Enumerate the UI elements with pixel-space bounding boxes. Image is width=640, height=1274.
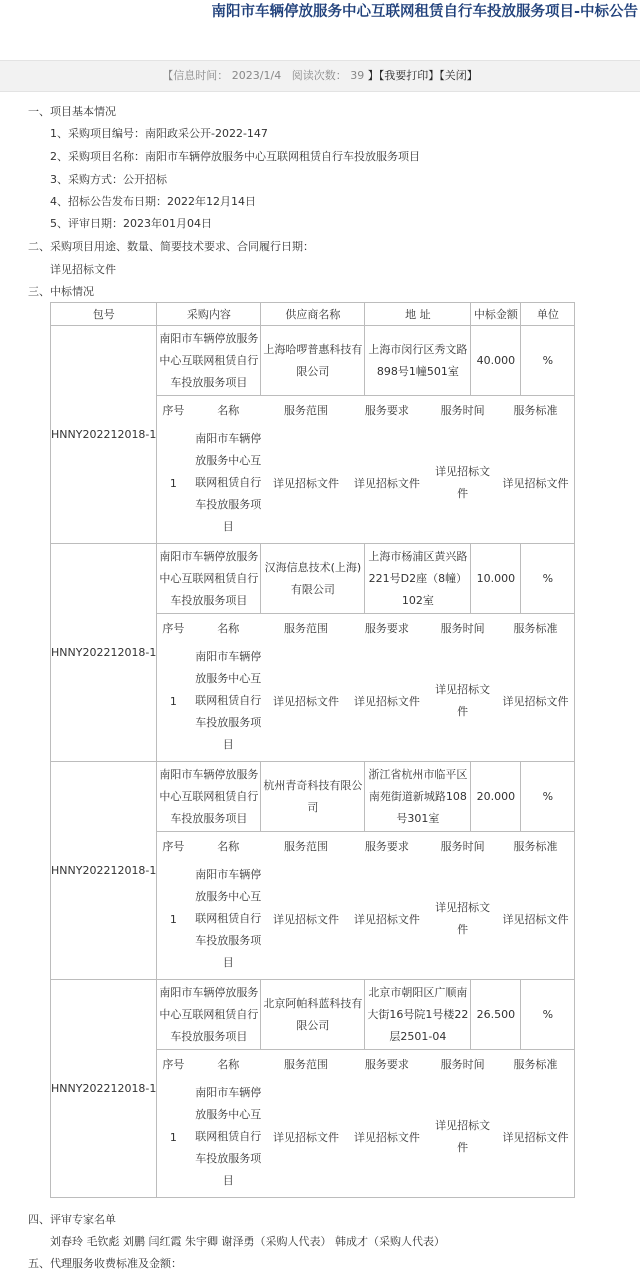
sub-standard: 详见招标文件: [502, 477, 569, 490]
header-unit: 单位: [521, 303, 575, 326]
procurement-method: 3、采购方式：公开招标: [50, 173, 167, 186]
service-sub-table: [157, 614, 574, 760]
section-2-text: 详见招标文件: [50, 263, 116, 276]
sub-header-name: 名称: [217, 1058, 240, 1071]
sub-header-scope: 服务范围: [284, 404, 329, 417]
header-content: 采购内容: [157, 303, 261, 326]
sub-scope: 详见招标文件: [273, 1131, 340, 1144]
award-amount: 10.000: [471, 544, 521, 614]
sub-header-standard: 服务标准: [513, 1058, 558, 1071]
sub-header-requirement: 服务要求: [364, 622, 409, 635]
table-row: [51, 326, 575, 396]
sub-requirement: 详见招标文件: [353, 477, 420, 490]
supplier-name: 北京阿帕科蓝科技有限公司: [263, 996, 363, 1032]
sub-header-standard: 服务标准: [513, 404, 558, 417]
award-unit: %: [521, 544, 575, 614]
table-row: [51, 544, 575, 614]
sub-header-requirement: 服务要求: [364, 404, 409, 417]
award-amount: 20.000: [471, 762, 521, 832]
procurement-content: 南阳市车辆停放服务中心互联网租赁自行车投放服务项目: [159, 767, 259, 825]
sub-header-requirement: 服务要求: [364, 840, 409, 853]
supplier-address: 上海市杨浦区黄兴路221号D2座（8幢）102室: [368, 549, 468, 607]
sub-no: 1: [169, 912, 177, 926]
award-unit: %: [521, 326, 575, 396]
section-5-heading: 五、代理服务收费标准及金额：: [28, 1257, 182, 1270]
print-link[interactable]: 【我要打印】: [378, 69, 440, 82]
supplier-address: 浙江省杭州市临平区南苑街道新城路108号301室: [368, 767, 468, 825]
sub-no: 1: [169, 476, 177, 490]
award-unit: %: [521, 980, 575, 1050]
page-title: 南阳市车辆停放服务中心互联网租赁自行车投放服务项目-中标公告: [211, 4, 638, 20]
package-number: HNNY202212018-1: [51, 544, 157, 762]
sub-name: 南阳市车辆停放服务中心互联网租赁自行车投放服务项目: [195, 650, 262, 751]
award-table: [50, 302, 575, 1198]
close-link[interactable]: 【关闭】: [439, 69, 478, 82]
sub-time: 详见招标文件: [435, 1119, 491, 1154]
service-sub-table: [157, 396, 574, 542]
sub-scope: 详见招标文件: [273, 695, 340, 708]
sub-scope: 详见招标文件: [273, 477, 340, 490]
review-date: 5、评审日期：2023年01月04日: [50, 217, 212, 230]
section-2-heading: 二、采购项目用途、数量、简要技术要求、合同履行日期：: [28, 240, 314, 253]
sub-name: 南阳市车辆停放服务中心互联网租赁自行车投放服务项目: [195, 868, 262, 969]
section-4-heading: 四、评审专家名单: [28, 1213, 116, 1226]
sub-header-name: 名称: [217, 622, 240, 635]
award-amount: 26.500: [471, 980, 521, 1050]
info-bracket: 】: [367, 69, 379, 82]
announcement-date: 4、招标公告发布日期：2022年12月14日: [50, 195, 256, 208]
header-package: 包号: [51, 303, 157, 326]
sub-scope: 详见招标文件: [273, 913, 340, 926]
table-row: [51, 762, 575, 832]
sub-name: 南阳市车辆停放服务中心互联网租赁自行车投放服务项目: [195, 1086, 262, 1187]
project-name: 2、采购项目名称：南阳市车辆停放服务中心互联网租赁自行车投放服务项目: [50, 150, 420, 163]
sub-header-time: 服务时间: [440, 404, 485, 417]
sub-header-scope: 服务范围: [284, 1058, 329, 1071]
sub-header-no: 序号: [162, 840, 185, 853]
info-bar: [0, 60, 640, 92]
project-number: 1、采购项目编号：南阳政采公开-2022-147: [50, 127, 268, 140]
sub-header-no: 序号: [162, 1058, 185, 1071]
service-sub-table: [157, 832, 574, 978]
procurement-content: 南阳市车辆停放服务中心互联网租赁自行车投放服务项目: [159, 331, 259, 389]
supplier-name: 汉海信息技术(上海)有限公司: [264, 560, 362, 596]
sub-time: 详见招标文件: [435, 901, 491, 936]
sub-header-no: 序号: [162, 622, 185, 635]
award-amount: 40.000: [471, 326, 521, 396]
sub-name: 南阳市车辆停放服务中心互联网租赁自行车投放服务项目: [195, 432, 262, 533]
sub-header-scope: 服务范围: [284, 840, 329, 853]
section-3-heading: 三、中标情况: [28, 285, 94, 298]
read-count: 39: [350, 69, 365, 82]
sub-requirement: 详见招标文件: [353, 1131, 420, 1144]
supplier-address: 上海市闵行区秀文路898号1幢501室: [368, 342, 468, 378]
supplier-name: 杭州青奇科技有限公司: [263, 778, 363, 814]
sub-standard: 详见招标文件: [502, 695, 569, 708]
package-number: HNNY202212018-1: [51, 762, 157, 980]
expert-list: 刘春玲 毛钦彪 刘鹏 闫红霞 朱宇卿 谢泽勇（采购人代表） 韩成才（采购人代表）: [50, 1235, 445, 1248]
sub-no: 1: [169, 694, 177, 708]
sub-standard: 详见招标文件: [502, 913, 569, 926]
table-row: [51, 980, 575, 1050]
info-time-label: 【信息时间：: [162, 69, 229, 82]
sub-time: 详见招标文件: [435, 683, 491, 718]
sub-header-time: 服务时间: [440, 1058, 485, 1071]
sub-header-standard: 服务标准: [513, 840, 558, 853]
sub-header-scope: 服务范围: [284, 622, 329, 635]
header-amount: 中标金额: [471, 303, 521, 326]
sub-standard: 详见招标文件: [502, 1131, 569, 1144]
sub-requirement: 详见招标文件: [353, 695, 420, 708]
package-number: HNNY202212018-1: [51, 326, 157, 544]
procurement-content: 南阳市车辆停放服务中心互联网租赁自行车投放服务项目: [159, 985, 259, 1043]
sub-no: 1: [169, 1130, 177, 1144]
sub-time: 详见招标文件: [435, 465, 491, 500]
sub-header-time: 服务时间: [440, 622, 485, 635]
package-number: HNNY202212018-1: [51, 980, 157, 1198]
service-sub-table: [157, 1050, 574, 1196]
header-address: 地 址: [365, 303, 471, 326]
supplier-address: 北京市朝阳区广顺南大街16号院1号楼22层2501-04: [367, 985, 469, 1043]
sub-header-name: 名称: [217, 840, 240, 853]
sub-header-standard: 服务标准: [513, 622, 558, 635]
sub-header-no: 序号: [162, 404, 185, 417]
sub-header-requirement: 服务要求: [364, 1058, 409, 1071]
read-count-label: 阅读次数：: [291, 69, 347, 82]
supplier-name: 上海哈啰普惠科技有限公司: [263, 342, 363, 378]
sub-requirement: 详见招标文件: [353, 913, 420, 926]
award-unit: %: [521, 762, 575, 832]
header-supplier: 供应商名称: [261, 303, 365, 326]
sub-header-time: 服务时间: [440, 840, 485, 853]
table-header-row: [51, 303, 575, 326]
sub-header-name: 名称: [217, 404, 240, 417]
info-time: 2023/1/4: [231, 69, 282, 82]
section-1-heading: 一、项目基本情况: [28, 105, 116, 118]
procurement-content: 南阳市车辆停放服务中心互联网租赁自行车投放服务项目: [159, 549, 259, 607]
